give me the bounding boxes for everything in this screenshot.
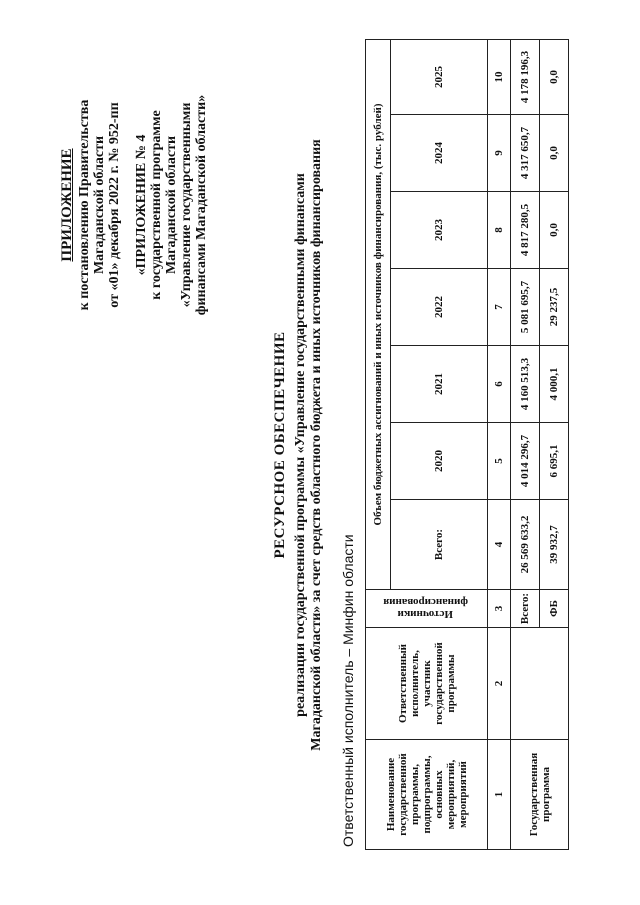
heading-line: Магаданской области» за счет средств областного бюджета и иных источников финансирования — [309, 139, 324, 751]
value-cell: 0,0 — [540, 115, 569, 192]
source-cell: Всего: — [511, 590, 540, 628]
value-cell: 5 081 695,7 — [511, 269, 540, 346]
header-volume: Объем бюджетных ассигнований и иных источников финансирования, (тыс. рублей) — [366, 39, 391, 589]
appendix-line: финансами Магаданской области» — [194, 94, 209, 316]
header-year: 2024 — [391, 115, 488, 192]
appendix-line: «ПРИЛОЖЕНИЕ № 4 — [134, 134, 149, 276]
total-cell: 39 932,7 — [540, 500, 569, 590]
header-year: 2020 — [391, 423, 488, 500]
value-cell: 4 317 650,7 — [511, 115, 540, 192]
responsible-cell — [511, 628, 569, 740]
appendix-line: от «01» декабря 2022 г. № 952-пп — [107, 102, 122, 308]
appendix-line: «Управление государственными — [179, 102, 194, 308]
value-cell: 6 695,1 — [540, 423, 569, 500]
header-year: 2022 — [391, 269, 488, 346]
heading-line: реализации государственной программы «Управление государственными финансами — [293, 173, 308, 717]
column-number: 8 — [488, 192, 511, 269]
header-source — [366, 590, 488, 628]
appendix-line: к государственной программе — [149, 110, 164, 300]
column-number: 1 — [488, 740, 511, 850]
table-row — [511, 39, 540, 849]
header-responsible: Ответственный исполнитель, участник государственной программы — [366, 628, 488, 740]
appendix-line: Магаданской области — [92, 135, 107, 275]
total-cell: 26 569 633,2 — [511, 500, 540, 590]
resource-table — [365, 39, 569, 850]
column-number: 10 — [488, 39, 511, 114]
header-program-name: Наименование государственной программы, подпрограммы, основных мероприятий, мероприятий — [366, 740, 488, 850]
heading-title: РЕСУРСНОЕ ОБЕСПЕЧЕНИЕ — [272, 331, 288, 559]
header-total: Всего: — [391, 500, 488, 590]
appendix-title: ПРИЛОЖЕНИЕ — [59, 148, 75, 262]
column-number: 6 — [488, 346, 511, 423]
program-name-cell: Государственная программа — [511, 740, 569, 850]
responsible-executor: Ответственный исполнитель – Минфин области — [340, 534, 356, 847]
header-year: 2025 — [391, 39, 488, 114]
appendix-line: Магаданской области — [164, 135, 179, 275]
header-year: 2023 — [391, 192, 488, 269]
header-source-label: Источники финансирования — [382, 596, 468, 621]
source-cell: ФБ — [540, 590, 569, 628]
value-cell: 4 014 296,7 — [511, 423, 540, 500]
column-number: 4 — [488, 500, 511, 590]
value-cell: 0,0 — [540, 192, 569, 269]
column-number: 5 — [488, 423, 511, 500]
column-number: 3 — [488, 590, 511, 628]
value-cell: 4 000,1 — [540, 346, 569, 423]
value-cell: 0,0 — [540, 39, 569, 114]
header-year: 2021 — [391, 346, 488, 423]
column-number: 9 — [488, 115, 511, 192]
document-heading — [272, 45, 325, 845]
column-number: 2 — [488, 628, 511, 740]
value-cell: 4 160 513,3 — [511, 346, 540, 423]
value-cell: 4 817 280,5 — [511, 192, 540, 269]
column-number: 7 — [488, 269, 511, 346]
value-cell: 4 178 196,3 — [511, 39, 540, 114]
value-cell: 29 237,5 — [540, 269, 569, 346]
appendix-line: к постановлению Правительства — [77, 99, 92, 311]
appendix-block — [60, 65, 209, 345]
